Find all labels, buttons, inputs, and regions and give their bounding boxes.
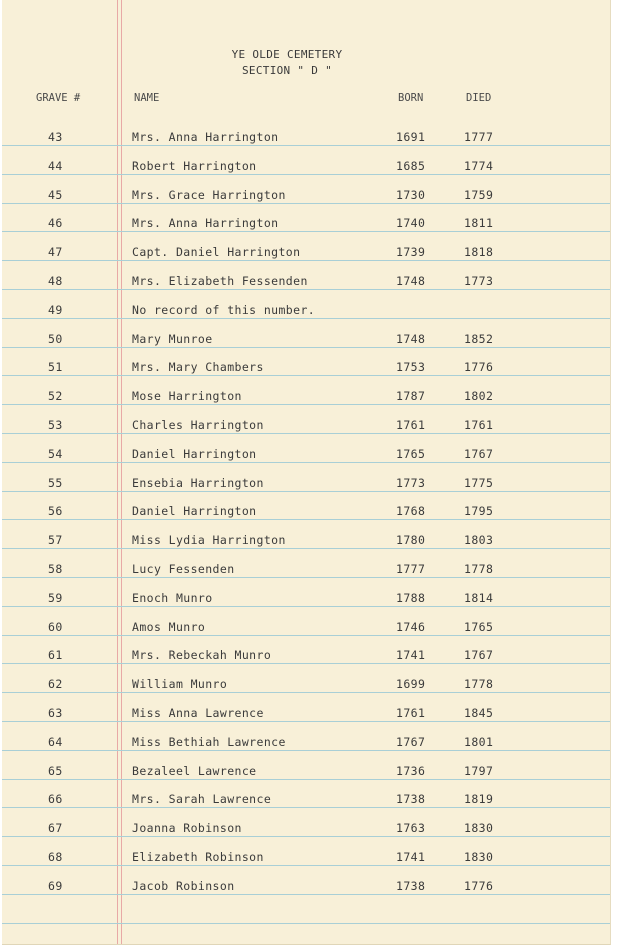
cell-grave: 63	[48, 706, 63, 720]
cell-grave: 65	[48, 764, 63, 778]
cell-died: 1845	[464, 706, 494, 720]
cell-born: 1761	[396, 706, 426, 720]
ruled-line	[2, 923, 610, 924]
table-row	[2, 130, 610, 148]
cell-name: Elizabeth Robinson	[132, 850, 264, 864]
cell-born: 1761	[396, 418, 426, 432]
cell-born: 1738	[396, 879, 426, 893]
table-row	[2, 159, 610, 177]
cell-name: Joanna Robinson	[132, 821, 242, 835]
cell-name: Ensebia Harrington	[132, 476, 264, 490]
cell-born: 1777	[396, 562, 426, 576]
cell-name: Miss Anna Lawrence	[132, 706, 264, 720]
cell-born: 1730	[396, 188, 426, 202]
cell-grave: 55	[48, 476, 63, 490]
cell-grave: 59	[48, 591, 63, 605]
cell-grave: 48	[48, 274, 63, 288]
table-row	[2, 447, 610, 465]
col-header-name: NAME	[134, 92, 160, 104]
cell-grave: 50	[48, 332, 63, 346]
cell-born: 1741	[396, 648, 426, 662]
cell-died: 1801	[464, 735, 494, 749]
cell-born: 1738	[396, 792, 426, 806]
cell-died: 1852	[464, 332, 494, 346]
table-row	[2, 245, 610, 263]
cell-name: Enoch Munro	[132, 591, 213, 605]
table-row	[2, 821, 610, 839]
page-subtitle: SECTION " D "	[242, 64, 332, 77]
cell-name: Charles Harrington	[132, 418, 264, 432]
cell-grave: 51	[48, 360, 63, 374]
cell-grave: 56	[48, 504, 63, 518]
table-row	[2, 850, 610, 868]
cell-name: Mrs. Rebeckah Munro	[132, 648, 272, 662]
table-row	[2, 677, 610, 695]
cell-born: 1788	[396, 591, 426, 605]
table-row	[2, 504, 610, 522]
cell-born: 1736	[396, 764, 426, 778]
cell-grave: 53	[48, 418, 63, 432]
cell-died: 1774	[464, 159, 494, 173]
cell-died: 1802	[464, 389, 494, 403]
cell-died: 1811	[464, 216, 494, 230]
cell-died: 1776	[464, 879, 494, 893]
cell-grave: 66	[48, 792, 63, 806]
cell-born: 1773	[396, 476, 426, 490]
cell-died: 1814	[464, 591, 494, 605]
table-row	[2, 620, 610, 638]
cell-grave: 54	[48, 447, 63, 461]
cell-born: 1741	[396, 850, 426, 864]
table-row	[2, 360, 610, 378]
cell-born: 1748	[396, 332, 426, 346]
cell-died: 1803	[464, 533, 494, 547]
cell-name: Mrs. Mary Chambers	[132, 360, 264, 374]
cell-died: 1830	[464, 850, 494, 864]
cell-name: Mrs. Anna Harrington	[132, 130, 279, 144]
cell-grave: 60	[48, 620, 63, 634]
cell-name: Capt. Daniel Harrington	[132, 245, 301, 259]
cell-died: 1830	[464, 821, 494, 835]
cell-born: 1739	[396, 245, 426, 259]
cell-name: Mrs. Grace Harrington	[132, 188, 286, 202]
table-row	[2, 303, 610, 321]
table-row	[2, 792, 610, 810]
cell-born: 1748	[396, 274, 426, 288]
cell-born: 1765	[396, 447, 426, 461]
cell-name: Miss Bethiah Lawrence	[132, 735, 286, 749]
cell-born: 1763	[396, 821, 426, 835]
cell-name: Amos Munro	[132, 620, 206, 634]
cell-grave: 58	[48, 562, 63, 576]
cell-died: 1776	[464, 360, 494, 374]
cell-name: Mrs. Elizabeth Fessenden	[132, 274, 308, 288]
cell-born: 1780	[396, 533, 426, 547]
cell-died: 1767	[464, 447, 494, 461]
cell-died: 1795	[464, 504, 494, 518]
table-row	[2, 562, 610, 580]
cell-died: 1778	[464, 562, 494, 576]
cell-grave: 43	[48, 130, 63, 144]
cell-name: Daniel Harrington	[132, 504, 257, 518]
cell-died: 1818	[464, 245, 494, 259]
cell-name: Jacob Robinson	[132, 879, 235, 893]
cell-grave: 69	[48, 879, 63, 893]
cell-died: 1778	[464, 677, 494, 691]
col-header-died: DIED	[466, 92, 492, 104]
cell-died: 1759	[464, 188, 494, 202]
table-row	[2, 648, 610, 666]
cell-name: Mrs. Sarah Lawrence	[132, 792, 272, 806]
table-row	[2, 332, 610, 350]
table-row	[2, 476, 610, 494]
table-row	[2, 418, 610, 436]
cell-died: 1819	[464, 792, 494, 806]
cell-name: Daniel Harrington	[132, 447, 257, 461]
page-title: YE OLDE CEMETERY	[231, 48, 343, 61]
cell-grave: 45	[48, 188, 63, 202]
cell-grave: 62	[48, 677, 63, 691]
cell-grave: 52	[48, 389, 63, 403]
table-row	[2, 533, 610, 551]
table-row	[2, 389, 610, 407]
cell-born: 1740	[396, 216, 426, 230]
cell-grave: 44	[48, 159, 63, 173]
cell-died: 1777	[464, 130, 494, 144]
cell-grave: 68	[48, 850, 63, 864]
cell-grave: 61	[48, 648, 63, 662]
table-row	[2, 274, 610, 292]
cell-born: 1787	[396, 389, 426, 403]
cell-grave: 49	[48, 303, 63, 317]
cell-born: 1685	[396, 159, 426, 173]
cell-name: Mrs. Anna Harrington	[132, 216, 279, 230]
cell-died: 1761	[464, 418, 494, 432]
table-row	[2, 591, 610, 609]
cell-name: Lucy Fessenden	[132, 562, 235, 576]
table-row	[2, 188, 610, 206]
cell-born: 1746	[396, 620, 426, 634]
cell-died: 1797	[464, 764, 494, 778]
table-row	[2, 735, 610, 753]
cell-born: 1691	[396, 130, 426, 144]
cell-born: 1768	[396, 504, 426, 518]
cell-grave: 46	[48, 216, 63, 230]
cell-grave: 47	[48, 245, 63, 259]
cell-died: 1765	[464, 620, 494, 634]
cell-name: Robert Harrington	[132, 159, 257, 173]
table-row	[2, 764, 610, 782]
cell-name: Bezaleel Lawrence	[132, 764, 257, 778]
table-row	[2, 706, 610, 724]
cell-grave: 67	[48, 821, 63, 835]
cell-born: 1699	[396, 677, 426, 691]
cell-name: Mary Munroe	[132, 332, 213, 346]
table-row	[2, 216, 610, 234]
ledger-page	[2, 0, 611, 945]
col-header-grave: GRAVE #	[36, 92, 81, 104]
cell-name: William Munro	[132, 677, 228, 691]
cell-died: 1767	[464, 648, 494, 662]
cell-born: 1753	[396, 360, 426, 374]
cell-died: 1773	[464, 274, 494, 288]
col-header-born: BORN	[398, 92, 424, 104]
cell-died: 1775	[464, 476, 494, 490]
cell-grave: 57	[48, 533, 63, 547]
cell-grave: 64	[48, 735, 63, 749]
table-row	[2, 879, 610, 897]
cell-name: No record of this number.	[132, 303, 316, 317]
cell-name: Mose Harrington	[132, 389, 242, 403]
cell-born: 1767	[396, 735, 426, 749]
cell-name: Miss Lydia Harrington	[132, 533, 286, 547]
